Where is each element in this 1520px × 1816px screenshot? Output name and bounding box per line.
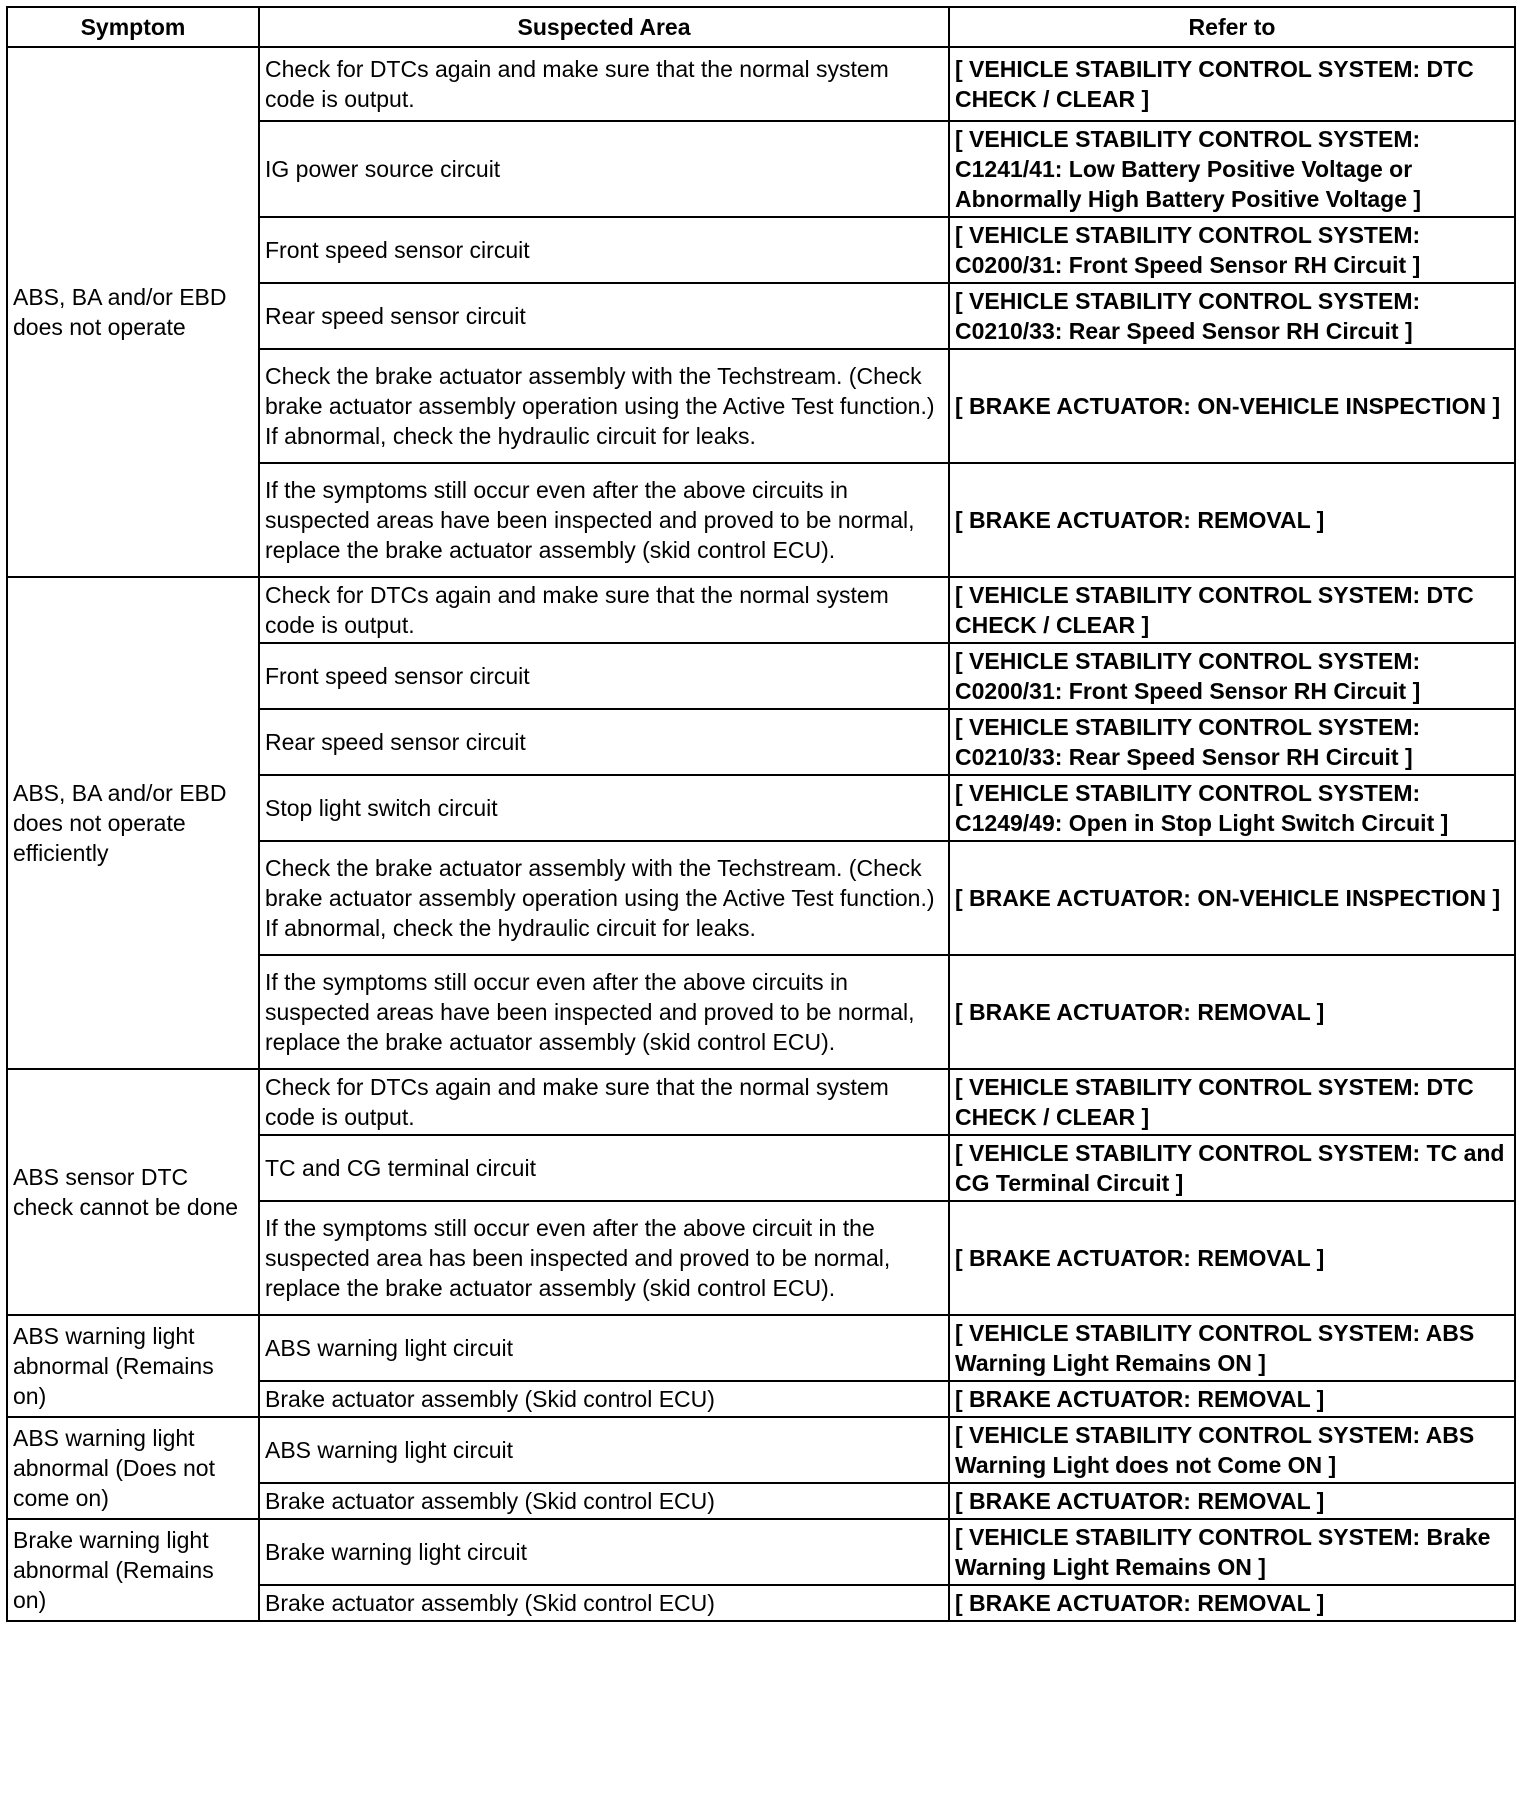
header-symptom: Symptom	[7, 7, 259, 47]
suspected-area-cell: If the symptoms still occur even after the above circuits in suspected areas have been inspected and proved to be normal, replace the brake actuator assembly (skid control ECU).	[259, 463, 949, 577]
suspected-area-cell: Check the brake actuator assembly with the Techstream. (Check brake actuator assembly operation using the Active Test function.) If abnormal, check the hydraulic circuit for leaks.	[259, 841, 949, 955]
refer-to-link[interactable]: [ VEHICLE STABILITY CONTROL SYSTEM: DTC CHECK / CLEAR ]	[949, 1069, 1515, 1135]
refer-to-link[interactable]: [ BRAKE ACTUATOR: ON-VEHICLE INSPECTION ]	[949, 349, 1515, 463]
suspected-area-cell: Brake actuator assembly (Skid control ECU)	[259, 1585, 949, 1621]
symptom-cell: ABS warning light abnormal (Remains on)	[7, 1315, 259, 1417]
suspected-area-cell: If the symptoms still occur even after the above circuits in suspected areas have been inspected and proved to be normal, replace the brake actuator assembly (skid control ECU).	[259, 955, 949, 1069]
refer-to-link[interactable]: [ BRAKE ACTUATOR: REMOVAL ]	[949, 1585, 1515, 1621]
table-container	[6, 6, 1516, 1622]
suspected-area-cell: Check the brake actuator assembly with the Techstream. (Check brake actuator assembly operation using the Active Test function.) If abnormal, check the hydraulic circuit for leaks.	[259, 349, 949, 463]
suspected-area-cell: ABS warning light circuit	[259, 1417, 949, 1483]
table-row	[7, 1315, 1515, 1381]
refer-to-link[interactable]: [ VEHICLE STABILITY CONTROL SYSTEM: Brake Warning Light Remains ON ]	[949, 1519, 1515, 1585]
suspected-area-cell: ABS warning light circuit	[259, 1315, 949, 1381]
refer-to-link[interactable]: [ VEHICLE STABILITY CONTROL SYSTEM: C0210/33: Rear Speed Sensor RH Circuit ]	[949, 709, 1515, 775]
refer-to-link[interactable]: [ BRAKE ACTUATOR: REMOVAL ]	[949, 1483, 1515, 1519]
suspected-area-cell: Rear speed sensor circuit	[259, 283, 949, 349]
table-row	[7, 1417, 1515, 1483]
refer-to-link[interactable]: [ VEHICLE STABILITY CONTROL SYSTEM: DTC CHECK / CLEAR ]	[949, 47, 1515, 121]
symptom-cell: ABS sensor DTC check cannot be done	[7, 1069, 259, 1315]
refer-to-link[interactable]: [ VEHICLE STABILITY CONTROL SYSTEM: C0200/31: Front Speed Sensor RH Circuit ]	[949, 217, 1515, 283]
refer-to-link[interactable]: [ VEHICLE STABILITY CONTROL SYSTEM: C0200/31: Front Speed Sensor RH Circuit ]	[949, 643, 1515, 709]
table-row	[7, 1069, 1515, 1135]
suspected-area-cell: Stop light switch circuit	[259, 775, 949, 841]
suspected-area-cell: Front speed sensor circuit	[259, 217, 949, 283]
refer-to-link[interactable]: [ VEHICLE STABILITY CONTROL SYSTEM: C0210/33: Rear Speed Sensor RH Circuit ]	[949, 283, 1515, 349]
suspected-area-cell: Front speed sensor circuit	[259, 643, 949, 709]
suspected-area-cell: Brake actuator assembly (Skid control ECU)	[259, 1483, 949, 1519]
refer-to-link[interactable]: [ VEHICLE STABILITY CONTROL SYSTEM: TC and CG Terminal Circuit ]	[949, 1135, 1515, 1201]
suspected-area-cell: Check for DTCs again and make sure that the normal system code is output.	[259, 577, 949, 643]
refer-to-link[interactable]: [ BRAKE ACTUATOR: REMOVAL ]	[949, 1381, 1515, 1417]
refer-to-link[interactable]: [ VEHICLE STABILITY CONTROL SYSTEM: DTC CHECK / CLEAR ]	[949, 577, 1515, 643]
suspected-area-cell: Rear speed sensor circuit	[259, 709, 949, 775]
suspected-area-cell: Brake warning light circuit	[259, 1519, 949, 1585]
symptom-cell: ABS, BA and/or EBD does not operate	[7, 47, 259, 577]
refer-to-link[interactable]: [ BRAKE ACTUATOR: REMOVAL ]	[949, 955, 1515, 1069]
suspected-area-cell: TC and CG terminal circuit	[259, 1135, 949, 1201]
suspected-area-cell: If the symptoms still occur even after the above circuit in the suspected area has been inspected and proved to be normal, replace the brake actuator assembly (skid control ECU).	[259, 1201, 949, 1315]
table-row	[7, 577, 1515, 643]
symptom-cell: ABS, BA and/or EBD does not operate efficiently	[7, 577, 259, 1069]
diagnosis-table	[6, 6, 1516, 1622]
refer-to-link[interactable]: [ VEHICLE STABILITY CONTROL SYSTEM: ABS Warning Light does not Come ON ]	[949, 1417, 1515, 1483]
suspected-area-cell: IG power source circuit	[259, 121, 949, 217]
symptom-cell: ABS warning light abnormal (Does not come on)	[7, 1417, 259, 1519]
symptom-cell: Brake warning light abnormal (Remains on)	[7, 1519, 259, 1621]
refer-to-link[interactable]: [ VEHICLE STABILITY CONTROL SYSTEM: C1249/49: Open in Stop Light Switch Circuit ]	[949, 775, 1515, 841]
table-row	[7, 47, 1515, 121]
header-row	[7, 7, 1515, 47]
refer-to-link[interactable]: [ BRAKE ACTUATOR: ON-VEHICLE INSPECTION ]	[949, 841, 1515, 955]
table-body	[7, 47, 1515, 1621]
header-refer-to: Refer to	[949, 7, 1515, 47]
table-row	[7, 1519, 1515, 1585]
refer-to-link[interactable]: [ BRAKE ACTUATOR: REMOVAL ]	[949, 463, 1515, 577]
refer-to-link[interactable]: [ BRAKE ACTUATOR: REMOVAL ]	[949, 1201, 1515, 1315]
suspected-area-cell: Brake actuator assembly (Skid control ECU)	[259, 1381, 949, 1417]
refer-to-link[interactable]: [ VEHICLE STABILITY CONTROL SYSTEM: C1241/41: Low Battery Positive Voltage or Abnormally High Battery Positive Voltage ]	[949, 121, 1515, 217]
refer-to-link[interactable]: [ VEHICLE STABILITY CONTROL SYSTEM: ABS Warning Light Remains ON ]	[949, 1315, 1515, 1381]
suspected-area-cell: Check for DTCs again and make sure that the normal system code is output.	[259, 1069, 949, 1135]
header-suspected-area: Suspected Area	[259, 7, 949, 47]
suspected-area-cell: Check for DTCs again and make sure that the normal system code is output.	[259, 47, 949, 121]
